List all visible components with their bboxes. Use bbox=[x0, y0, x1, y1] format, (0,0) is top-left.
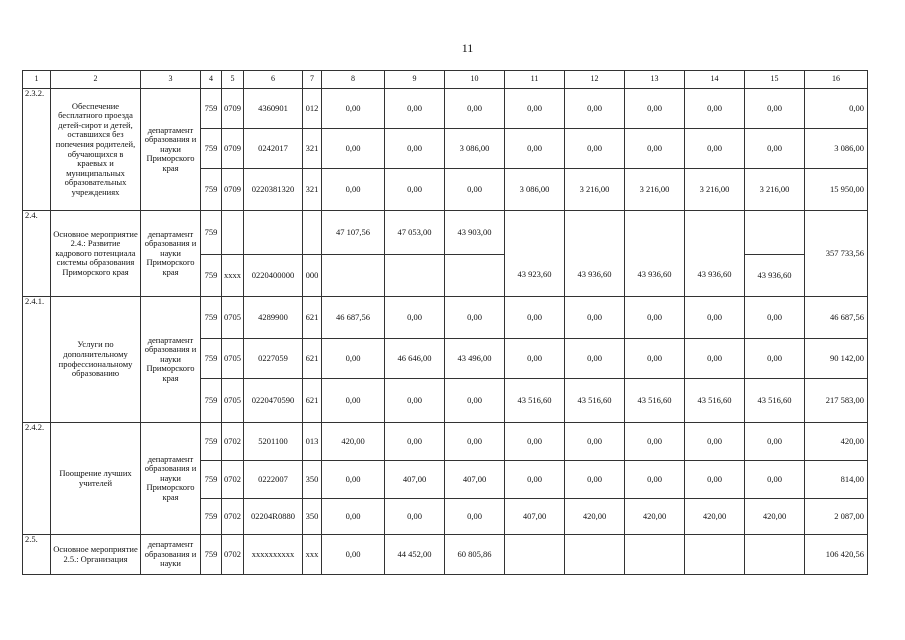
table-cell: 621 bbox=[303, 339, 322, 379]
table-cell: 5201100 bbox=[244, 423, 303, 461]
table-cell: 4360901 bbox=[244, 89, 303, 129]
header-cell: 16 bbox=[805, 71, 868, 89]
table-cell: 3 086,00 bbox=[505, 169, 565, 211]
table-cell bbox=[565, 535, 625, 575]
table-cell: 0,00 bbox=[745, 89, 805, 129]
table-cell: 000 bbox=[303, 255, 322, 297]
table-cell bbox=[505, 535, 565, 575]
table-cell: 47 107,56 bbox=[322, 211, 385, 255]
table-cell: 0,00 bbox=[685, 461, 745, 499]
table-cell: 0,00 bbox=[685, 423, 745, 461]
table-cell: 0,00 bbox=[385, 379, 445, 423]
table-cell: 43 516,60 bbox=[685, 379, 745, 423]
table-row bbox=[23, 297, 868, 339]
item-number: 2.4.2. bbox=[23, 423, 51, 535]
table-cell: 3 216,00 bbox=[745, 169, 805, 211]
table-cell: 0709 bbox=[222, 169, 244, 211]
table-cell: 012 bbox=[303, 89, 322, 129]
item-name: Обеспечение бесплатного проезда детей-сирот и детей, оставшихся без попечения родителей, обучающихся в краевых и муниципальных образовательных учреждениях bbox=[51, 89, 141, 211]
table-row bbox=[23, 89, 868, 129]
table-cell: 0,00 bbox=[505, 461, 565, 499]
table-cell: 759 bbox=[201, 169, 222, 211]
header-cell: 2 bbox=[51, 71, 141, 89]
table-cell: 0,00 bbox=[625, 297, 685, 339]
table-cell: 0705 bbox=[222, 339, 244, 379]
item-name: Основное мероприятие 2.4.: Развитие кадрового потенциала системы образования Приморского края bbox=[51, 211, 141, 297]
item-department: департамент образования и науки Приморского края bbox=[141, 211, 201, 297]
table-cell: 0,00 bbox=[445, 379, 505, 423]
table-cell bbox=[505, 211, 565, 255]
item-department: департамент образования и науки bbox=[141, 535, 201, 575]
table-cell: 407,00 bbox=[385, 461, 445, 499]
table-cell: 0705 bbox=[222, 297, 244, 339]
table-cell: 43 936,60 bbox=[685, 255, 745, 297]
table-cell: 321 bbox=[303, 129, 322, 169]
item-name: Поощрение лучших учителей bbox=[51, 423, 141, 535]
table-cell: 759 bbox=[201, 89, 222, 129]
table-cell: 0,00 bbox=[565, 89, 625, 129]
item-number: 2.3.2. bbox=[23, 89, 51, 211]
table-cell: 47 053,00 bbox=[385, 211, 445, 255]
table-cell: 420,00 bbox=[745, 499, 805, 535]
table-cell bbox=[625, 211, 685, 255]
table-cell: 0,00 bbox=[505, 129, 565, 169]
table-cell: 0,00 bbox=[565, 129, 625, 169]
table-cell: 759 bbox=[201, 129, 222, 169]
table-cell: 759 bbox=[201, 535, 222, 575]
table-cell: 0,00 bbox=[445, 499, 505, 535]
item-number: 2.4.1. bbox=[23, 297, 51, 423]
table-cell: 0,00 bbox=[322, 129, 385, 169]
table-cell: 0,00 bbox=[322, 461, 385, 499]
header-cell: 7 bbox=[303, 71, 322, 89]
table-cell: 3 216,00 bbox=[565, 169, 625, 211]
table-cell: 0702 bbox=[222, 499, 244, 535]
table-cell: 43 496,00 bbox=[445, 339, 505, 379]
table-cell: 0,00 bbox=[505, 423, 565, 461]
table-cell: 46 687,56 bbox=[805, 297, 868, 339]
table-cell: 43 516,60 bbox=[565, 379, 625, 423]
table-cell: 621 bbox=[303, 379, 322, 423]
table-cell: 0709 bbox=[222, 129, 244, 169]
table-row bbox=[23, 423, 868, 461]
table-cell: 759 bbox=[201, 461, 222, 499]
table-cell: 0702 bbox=[222, 535, 244, 575]
table-cell: 44 452,00 bbox=[385, 535, 445, 575]
header-cell: 12 bbox=[565, 71, 625, 89]
table-cell: 0,00 bbox=[625, 129, 685, 169]
table-cell: 759 bbox=[201, 423, 222, 461]
table-cell: 43 936,60 bbox=[565, 255, 625, 297]
item-name: Услуги по дополнительному профессиональному образованию bbox=[51, 297, 141, 423]
table-cell: 0,00 bbox=[322, 89, 385, 129]
table-cell: 0,00 bbox=[445, 89, 505, 129]
header-cell: 4 bbox=[201, 71, 222, 89]
table-cell: 90 142,00 bbox=[805, 339, 868, 379]
table-cell: 621 bbox=[303, 297, 322, 339]
table-cell: 0,00 bbox=[685, 339, 745, 379]
total-cell: 357 733,56 bbox=[805, 211, 868, 297]
table-cell bbox=[385, 255, 445, 297]
table-cell: 0,00 bbox=[745, 297, 805, 339]
item-number: 2.5. bbox=[23, 535, 51, 575]
table-cell: 106 420,56 bbox=[805, 535, 868, 575]
table-cell: 60 805,86 bbox=[445, 535, 505, 575]
table-cell: 420,00 bbox=[565, 499, 625, 535]
table-cell: 0,00 bbox=[322, 169, 385, 211]
header-cell: 13 bbox=[625, 71, 685, 89]
table-cell bbox=[745, 211, 805, 255]
table-cell: 0227059 bbox=[244, 339, 303, 379]
table-cell: 0,00 bbox=[805, 89, 868, 129]
table-cell: 0,00 bbox=[385, 129, 445, 169]
table-cell bbox=[685, 535, 745, 575]
table-cell: 46 646,00 bbox=[385, 339, 445, 379]
header-cell: 6 bbox=[244, 71, 303, 89]
table-cell: 420,00 bbox=[322, 423, 385, 461]
table-cell: 0,00 bbox=[445, 169, 505, 211]
table-cell: 0,00 bbox=[625, 89, 685, 129]
table-cell: 0702 bbox=[222, 423, 244, 461]
table-cell: 0,00 bbox=[625, 339, 685, 379]
table-cell: 0705 bbox=[222, 379, 244, 423]
table-cell: 0,00 bbox=[322, 379, 385, 423]
table-cell: 0,00 bbox=[445, 423, 505, 461]
table-cell: 0,00 bbox=[385, 297, 445, 339]
table-cell bbox=[625, 535, 685, 575]
header-cell: 11 bbox=[505, 71, 565, 89]
table-cell: 43 516,60 bbox=[745, 379, 805, 423]
table-cell: 0,00 bbox=[565, 339, 625, 379]
table-cell: 0,00 bbox=[385, 499, 445, 535]
table-cell: 43 936,60 bbox=[745, 255, 805, 297]
table-cell: 0,00 bbox=[685, 297, 745, 339]
item-name: Основное мероприятие 2.5.: Организация bbox=[51, 535, 141, 575]
table-cell: 3 216,00 bbox=[625, 169, 685, 211]
table-cell: 0702 bbox=[222, 461, 244, 499]
table-cell: 407,00 bbox=[445, 461, 505, 499]
table-cell: 43 516,60 bbox=[505, 379, 565, 423]
table-cell: 420,00 bbox=[805, 423, 868, 461]
table-cell: 0,00 bbox=[445, 297, 505, 339]
table-cell: 013 bbox=[303, 423, 322, 461]
table-cell bbox=[303, 211, 322, 255]
table-cell: 43 516,60 bbox=[625, 379, 685, 423]
table-cell: 0,00 bbox=[322, 499, 385, 535]
table-cell bbox=[685, 211, 745, 255]
table-cell: 0,00 bbox=[745, 461, 805, 499]
table-cell: 2 087,00 bbox=[805, 499, 868, 535]
table-cell: 0242017 bbox=[244, 129, 303, 169]
header-row bbox=[23, 71, 868, 89]
table-row bbox=[23, 211, 868, 255]
header-cell: 15 bbox=[745, 71, 805, 89]
table-cell: 0,00 bbox=[625, 423, 685, 461]
table-cell: 0,00 bbox=[745, 339, 805, 379]
table-cell: 46 687,56 bbox=[322, 297, 385, 339]
table-cell: 814,00 bbox=[805, 461, 868, 499]
table-cell bbox=[745, 535, 805, 575]
table-cell: 0220400000 bbox=[244, 255, 303, 297]
table-cell bbox=[445, 255, 505, 297]
table-cell bbox=[244, 211, 303, 255]
table-cell: 3 216,00 bbox=[685, 169, 745, 211]
table-cell bbox=[222, 211, 244, 255]
table-cell: 420,00 bbox=[685, 499, 745, 535]
table-cell: 0,00 bbox=[322, 535, 385, 575]
table-cell: 0,00 bbox=[505, 297, 565, 339]
table-cell: 0,00 bbox=[385, 169, 445, 211]
table-cell: 0,00 bbox=[322, 339, 385, 379]
table-cell: 0220470590 bbox=[244, 379, 303, 423]
table-cell: 15 950,00 bbox=[805, 169, 868, 211]
table-cell: 759 bbox=[201, 379, 222, 423]
table-cell: 407,00 bbox=[505, 499, 565, 535]
table-cell: 759 bbox=[201, 297, 222, 339]
table-cell: 759 bbox=[201, 499, 222, 535]
table-cell: 0709 bbox=[222, 89, 244, 129]
item-department: департамент образования и науки Приморского края bbox=[141, 423, 201, 535]
table-cell: 759 bbox=[201, 255, 222, 297]
table-cell: 43 903,00 bbox=[445, 211, 505, 255]
table-cell: 3 086,00 bbox=[445, 129, 505, 169]
header-cell: 5 bbox=[222, 71, 244, 89]
table-cell: хххххххххх bbox=[244, 535, 303, 575]
table-cell: 0,00 bbox=[505, 89, 565, 129]
table-cell: 0,00 bbox=[385, 423, 445, 461]
table-cell: 4289900 bbox=[244, 297, 303, 339]
header-cell: 10 bbox=[445, 71, 505, 89]
table-cell: 0,00 bbox=[565, 461, 625, 499]
budget-table bbox=[22, 70, 868, 575]
table-cell: хххх bbox=[222, 255, 244, 297]
table-cell: 759 bbox=[201, 339, 222, 379]
header-cell: 3 bbox=[141, 71, 201, 89]
table-cell bbox=[322, 255, 385, 297]
table-cell: 217 583,00 bbox=[805, 379, 868, 423]
table-row bbox=[23, 535, 868, 575]
table-cell: 350 bbox=[303, 499, 322, 535]
table-cell bbox=[565, 211, 625, 255]
table-cell: 0,00 bbox=[685, 129, 745, 169]
table-cell: 0,00 bbox=[385, 89, 445, 129]
table-cell: 02204R0880 bbox=[244, 499, 303, 535]
table-cell: 0222007 bbox=[244, 461, 303, 499]
table-cell: 0,00 bbox=[565, 297, 625, 339]
table-cell: 0220381320 bbox=[244, 169, 303, 211]
table-cell: 0,00 bbox=[685, 89, 745, 129]
table-cell: 3 086,00 bbox=[805, 129, 868, 169]
header-cell: 14 bbox=[685, 71, 745, 89]
item-department: департамент образования и науки Приморского края bbox=[141, 89, 201, 211]
table-cell: 321 bbox=[303, 169, 322, 211]
table-cell: 43 936,60 bbox=[625, 255, 685, 297]
table-cell: ххх bbox=[303, 535, 322, 575]
table-cell: 0,00 bbox=[745, 423, 805, 461]
table-cell: 0,00 bbox=[505, 339, 565, 379]
table-cell: 759 bbox=[201, 211, 222, 255]
item-department: департамент образования и науки Приморского края bbox=[141, 297, 201, 423]
table-cell: 420,00 bbox=[625, 499, 685, 535]
header-cell: 1 bbox=[23, 71, 51, 89]
header-cell: 9 bbox=[385, 71, 445, 89]
table-cell: 0,00 bbox=[625, 461, 685, 499]
page-number: 11 bbox=[461, 41, 474, 55]
header-cell: 8 bbox=[322, 71, 385, 89]
item-number: 2.4. bbox=[23, 211, 51, 297]
table-cell: 43 923,60 bbox=[505, 255, 565, 297]
table-cell: 0,00 bbox=[565, 423, 625, 461]
table-cell: 0,00 bbox=[745, 129, 805, 169]
table-cell: 350 bbox=[303, 461, 322, 499]
